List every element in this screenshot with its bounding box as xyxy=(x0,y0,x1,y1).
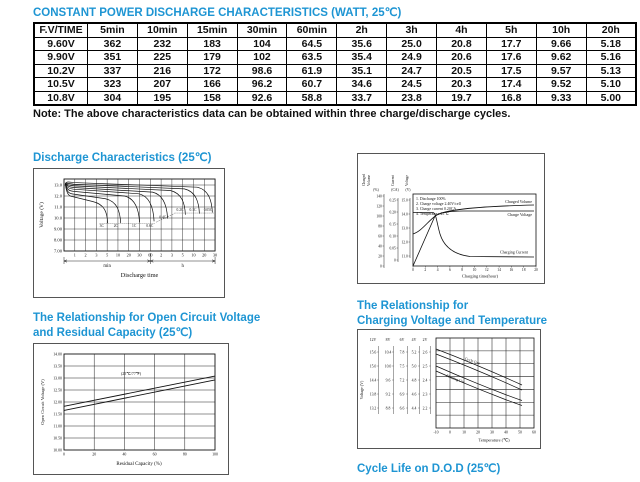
table-cell: 362 xyxy=(88,37,138,51)
y-tick-label: 9.2 xyxy=(385,392,391,397)
column-header: 20h xyxy=(586,23,636,37)
y-tick-label: 15.0 xyxy=(369,364,377,369)
table-cell: 5.18 xyxy=(586,37,636,51)
y-tick-label: 6.6 xyxy=(399,406,405,411)
y-tick-label: 20 xyxy=(378,254,382,259)
curve-label: Charged Volume xyxy=(505,199,532,205)
table-cell: 63.5 xyxy=(287,51,337,65)
table-cell: 98.6 xyxy=(237,64,287,78)
x-tick-label: 0 xyxy=(449,430,451,435)
table-cell: 58.8 xyxy=(287,91,337,105)
column-header: 60min xyxy=(287,23,337,37)
table-row xyxy=(34,37,636,51)
axis-unit: (%) xyxy=(373,188,379,192)
x-axis-label: Temperature (℃) xyxy=(478,437,510,443)
table-cell: 20.3 xyxy=(437,78,487,92)
x-tick-label: 30 xyxy=(490,430,494,435)
x-tick-label: 5 xyxy=(106,252,109,258)
column-header: 5min xyxy=(88,23,138,37)
annotation: (25℃/77℉) xyxy=(120,371,142,376)
discharge-characteristics-chart xyxy=(33,168,225,298)
charging-voltage-temperature-chart xyxy=(357,329,541,449)
x-tick-label: 10 xyxy=(462,430,466,435)
y-tick-label: 9.00 xyxy=(53,226,62,232)
x-tick-label: 20 xyxy=(534,268,538,273)
table-cell: 10.5V xyxy=(34,78,88,92)
x-tick-label: 40 xyxy=(504,430,508,435)
y-tick-label: 14.00 xyxy=(53,352,62,357)
curve-label: 0.6C xyxy=(146,223,154,228)
column-header: 30min xyxy=(237,23,287,37)
table-cell: 35.6 xyxy=(337,37,387,51)
y-tick-label: 8.8 xyxy=(385,406,391,411)
table-cell: 5.13 xyxy=(586,64,636,78)
annotation-line: 1. Discharge 100% xyxy=(416,197,446,201)
ocv-chart-title-line1: The Relationship for Open Circuit Voltage xyxy=(33,312,261,324)
table-cell: 20.5 xyxy=(437,64,487,78)
y-axis-label: Voltage (V) xyxy=(359,380,364,400)
table-cell: 216 xyxy=(137,64,187,78)
y-tick-label: 7.00 xyxy=(53,248,62,254)
x-tick-label: 4 xyxy=(436,268,439,273)
y-tick-label: 12.0 xyxy=(53,193,62,199)
table-cell: 225 xyxy=(137,51,187,65)
scale-header: 6V xyxy=(399,338,405,342)
y-tick-label: 0.25 xyxy=(389,198,396,203)
x-tick-label: 40 xyxy=(122,452,127,457)
y-tick-label: 100 xyxy=(376,214,382,219)
y-tick-label: 60 xyxy=(378,234,382,239)
x-tick-label: 50 xyxy=(518,430,522,435)
x-tick-label: 100 xyxy=(212,452,218,457)
table-cell: 16.8 xyxy=(486,91,536,105)
table-cell: 17.4 xyxy=(486,78,536,92)
x-tick-label: 3 xyxy=(95,252,98,258)
y-tick-label: 5.0 xyxy=(411,364,417,369)
x-tick-label: 18 xyxy=(521,268,526,273)
curve-label: 0.2C xyxy=(176,208,184,213)
table-cell: 35.4 xyxy=(337,51,387,65)
y-tick-label: 12.0 xyxy=(401,240,408,245)
column-header: 3h xyxy=(387,23,437,37)
y-tick-label: 0 xyxy=(380,264,382,269)
y-axis-label: Open Circuit Voltage (V) xyxy=(40,379,45,425)
x-tick-label: 2 xyxy=(84,252,87,258)
table-cell: 10.8V xyxy=(34,91,88,105)
table-cell: 33.7 xyxy=(337,91,387,105)
table-cell: 64.5 xyxy=(287,37,337,51)
annotation-line: 4. Temperature 25℃ xyxy=(416,212,449,216)
y-tick-label: 7.8 xyxy=(399,350,405,355)
x-tick-label: 10 xyxy=(472,268,477,273)
y-tick-label: 10.00 xyxy=(53,448,62,453)
curve-label: 0.1C xyxy=(189,208,197,213)
column-header: 4h xyxy=(437,23,487,37)
scale-header: 2V xyxy=(422,338,428,342)
y-tick-label: 15.0 xyxy=(401,198,408,203)
x-tick-label: 6 xyxy=(449,268,451,273)
y-tick-label: 2.4 xyxy=(422,378,428,383)
table-cell: 5.00 xyxy=(586,91,636,105)
y-tick-label: 13.0 xyxy=(401,226,408,231)
table-cell: 9.66 xyxy=(536,37,586,51)
temp-chart-title-line2: Charging Voltage and Temperature xyxy=(357,315,547,327)
temp-chart-title-line1: The Relationship for xyxy=(357,300,469,312)
x-tick-label: 5 xyxy=(181,252,184,258)
table-cell: 9.62 xyxy=(536,51,586,65)
table-cell: 158 xyxy=(187,91,237,105)
annotation-line: 3. Charge current 0.20CA xyxy=(416,207,457,211)
page-title: CONSTANT POWER DISCHARGE CHARACTERISTICS (WATT, 25℃) xyxy=(33,7,402,19)
x-tick-label: 14 xyxy=(497,268,501,273)
x-tick-label: 80 xyxy=(182,452,187,457)
y-tick-label: 13.00 xyxy=(53,376,62,381)
y-tick-label: 13.0 xyxy=(53,182,62,188)
y-tick-label: 0.20 xyxy=(389,210,396,215)
table-cell: 183 xyxy=(187,37,237,51)
curve-label: 1C xyxy=(132,223,137,228)
column-header: 10h xyxy=(536,23,586,37)
table-cell: 351 xyxy=(88,51,138,65)
curve-label: 3C xyxy=(99,223,104,228)
table-cell: 9.33 xyxy=(536,91,586,105)
axis-title: Current xyxy=(391,175,395,186)
note-text: Note: The above characteristics data can be obtained within three charge/discharge cycles. xyxy=(33,108,511,120)
x-tick-label: 20 xyxy=(476,430,480,435)
y-tick-label: 8.00 xyxy=(53,237,62,243)
table-cell: 60.7 xyxy=(287,78,337,92)
table-cell: 323 xyxy=(88,78,138,92)
table-cell: 24.7 xyxy=(387,64,437,78)
x-tick-label: 16 xyxy=(509,268,514,273)
x-tick-label: 8 xyxy=(461,268,464,273)
x-tick-label: 0 xyxy=(63,452,65,457)
y-tick-label: 9.6 xyxy=(385,378,391,383)
y-tick-label: 10.50 xyxy=(53,436,62,441)
table-row xyxy=(34,78,636,92)
x-axis-label: Discharge time xyxy=(120,272,159,279)
y-tick-label: 2.5 xyxy=(422,364,428,369)
y-tick-label: 6.9 xyxy=(399,392,405,397)
y-tick-label: 80 xyxy=(378,224,382,229)
y-tick-label: 0.10 xyxy=(389,234,396,239)
column-header: 5h xyxy=(486,23,536,37)
table-cell: 24.5 xyxy=(387,78,437,92)
table-cell: 304 xyxy=(88,91,138,105)
table-cell: 96.2 xyxy=(237,78,287,92)
y-tick-label: 7.2 xyxy=(399,378,405,383)
y-tick-label: 2.6 xyxy=(422,350,428,355)
x-tick-label: 0 xyxy=(412,268,414,273)
y-tick-label: 4.4 xyxy=(411,406,417,411)
column-header: 10min xyxy=(137,23,187,37)
table-cell: 232 xyxy=(137,37,187,51)
y-tick-label: 10.0 xyxy=(384,364,392,369)
table-cell: 179 xyxy=(187,51,237,65)
x-tick-label: 60 xyxy=(148,252,153,258)
x-unit-min: min xyxy=(103,264,111,269)
column-header: 15min xyxy=(187,23,237,37)
y-tick-label: 15.6 xyxy=(369,350,377,355)
table-row xyxy=(34,91,636,105)
y-tick-label: 14.4 xyxy=(369,378,377,383)
table-cell: 104 xyxy=(237,37,287,51)
axis-unit: (V) xyxy=(405,188,411,192)
x-axis-label: Residual Capacity (%) xyxy=(116,462,162,467)
y-tick-label: 11.0 xyxy=(401,254,408,259)
table-cell: 92.6 xyxy=(237,91,287,105)
y-tick-label: 12.50 xyxy=(53,388,62,393)
table-cell: 19.7 xyxy=(437,91,487,105)
y-tick-label: 0 xyxy=(394,258,396,263)
annotation-line: 2. Charge voltage 2.40V/cell xyxy=(416,202,461,206)
axis-title: Voltage xyxy=(405,175,409,186)
curve-label: 0.4C xyxy=(159,215,167,220)
y-tick-label: 2.3 xyxy=(422,392,428,397)
table-cell: 10.2V xyxy=(34,64,88,78)
table-cell: 35.1 xyxy=(337,64,387,78)
column-header: 2h xyxy=(337,23,387,37)
x-tick-label: 3 xyxy=(170,252,173,258)
table-header-row xyxy=(34,23,636,37)
curve-label: Charging Current xyxy=(499,249,528,255)
x-tick-label: 20 xyxy=(126,252,131,258)
axis-title: Volume xyxy=(367,174,371,186)
scale-header: 8V xyxy=(385,338,391,342)
y-axis-label: Voltage (V) xyxy=(39,202,45,228)
x-tick-label: 2 xyxy=(424,268,427,273)
cycle-life-title: Cycle Life on D.O.D (25℃) xyxy=(357,463,501,475)
table-cell: 61.9 xyxy=(287,64,337,78)
discharge-chart-title: Discharge Characteristics (25℃) xyxy=(33,152,212,164)
table-cell: 20.6 xyxy=(437,51,487,65)
table-cell: 17.6 xyxy=(486,51,536,65)
curve-label: 2C xyxy=(113,223,118,228)
column-header: F.V/TIME xyxy=(34,23,88,37)
table-cell: 9.52 xyxy=(536,78,586,92)
x-tick-label: 30 xyxy=(212,252,218,258)
table-cell: 207 xyxy=(137,78,187,92)
scale-header: 12V xyxy=(369,338,377,342)
y-tick-label: 140 xyxy=(376,194,382,199)
x-unit-h: h xyxy=(181,264,184,269)
y-tick-label: 13.50 xyxy=(53,364,62,369)
y-tick-label: 0.15 xyxy=(389,222,396,227)
charge-characteristics-chart xyxy=(357,153,545,284)
x-tick-label: 2 xyxy=(160,252,163,258)
x-tick-label: 10 xyxy=(191,252,196,258)
y-tick-label: 11.00 xyxy=(53,424,62,429)
y-tick-label: 14.0 xyxy=(401,212,408,217)
x-tick-label: 30 xyxy=(137,252,142,258)
y-tick-label: 11.0 xyxy=(54,204,62,210)
y-tick-label: 2.2 xyxy=(422,406,428,411)
y-tick-label: 5.2 xyxy=(411,350,417,355)
table-cell: 102 xyxy=(237,51,287,65)
table-cell: 337 xyxy=(88,64,138,78)
band-label-cycle-use: Cycle Use xyxy=(464,356,481,366)
curve-label: 0.05C xyxy=(203,208,213,213)
curve-label: Charge Voltage xyxy=(507,212,532,217)
x-tick-label: 20 xyxy=(92,452,97,457)
x-tick-label: 1 xyxy=(73,252,76,258)
x-tick-label: 60 xyxy=(532,430,536,435)
x-tick-label: 60 xyxy=(152,452,157,457)
y-tick-label: 40 xyxy=(378,244,382,249)
table-cell: 9.57 xyxy=(536,64,586,78)
y-tick-label: 120 xyxy=(376,204,382,209)
y-tick-label: 13.2 xyxy=(369,406,377,411)
table-cell: 17.7 xyxy=(486,37,536,51)
y-tick-label: 12.00 xyxy=(53,400,62,405)
table-cell: 25.0 xyxy=(387,37,437,51)
table-cell: 23.8 xyxy=(387,91,437,105)
open-circuit-voltage-chart xyxy=(33,343,229,475)
y-tick-label: 4.6 xyxy=(411,392,417,397)
table-cell: 172 xyxy=(187,64,237,78)
table-cell: 24.9 xyxy=(387,51,437,65)
table-cell: 166 xyxy=(187,78,237,92)
table-cell: 34.6 xyxy=(337,78,387,92)
table-cell: 5.16 xyxy=(586,51,636,65)
x-axis-label: Charging time(hour) xyxy=(461,273,499,279)
table-row xyxy=(34,51,636,65)
y-tick-label: 13.8 xyxy=(369,392,377,397)
table-cell: 5.10 xyxy=(586,78,636,92)
y-tick-label: 0.05 xyxy=(389,246,396,251)
scale-header: 4V xyxy=(411,338,417,342)
x-tick-label: 10 xyxy=(115,252,121,258)
band-label-floating-use: Floating Use xyxy=(445,373,466,385)
x-tick-label: 20 xyxy=(202,252,207,258)
ocv-chart-title-line2: and Residual Capacity (25℃) xyxy=(33,327,193,339)
y-tick-label: 10.0 xyxy=(53,215,62,221)
table-cell: 17.5 xyxy=(486,64,536,78)
table-cell: 20.8 xyxy=(437,37,487,51)
axis-title: Charged xyxy=(362,173,366,186)
table-cell: 9.60V xyxy=(34,37,88,51)
x-tick-label: 12 xyxy=(485,268,489,273)
table-cell: 9.90V xyxy=(34,51,88,65)
table-row xyxy=(34,64,636,78)
y-tick-label: 11.50 xyxy=(53,412,62,417)
axis-unit: (CA) xyxy=(391,188,399,192)
constant-power-table xyxy=(33,22,637,106)
y-tick-label: 4.8 xyxy=(411,378,417,383)
y-tick-label: 7.5 xyxy=(399,364,405,369)
table-cell: 195 xyxy=(137,91,187,105)
x-tick-label: -10 xyxy=(433,430,439,435)
y-tick-label: 10.4 xyxy=(384,350,392,355)
